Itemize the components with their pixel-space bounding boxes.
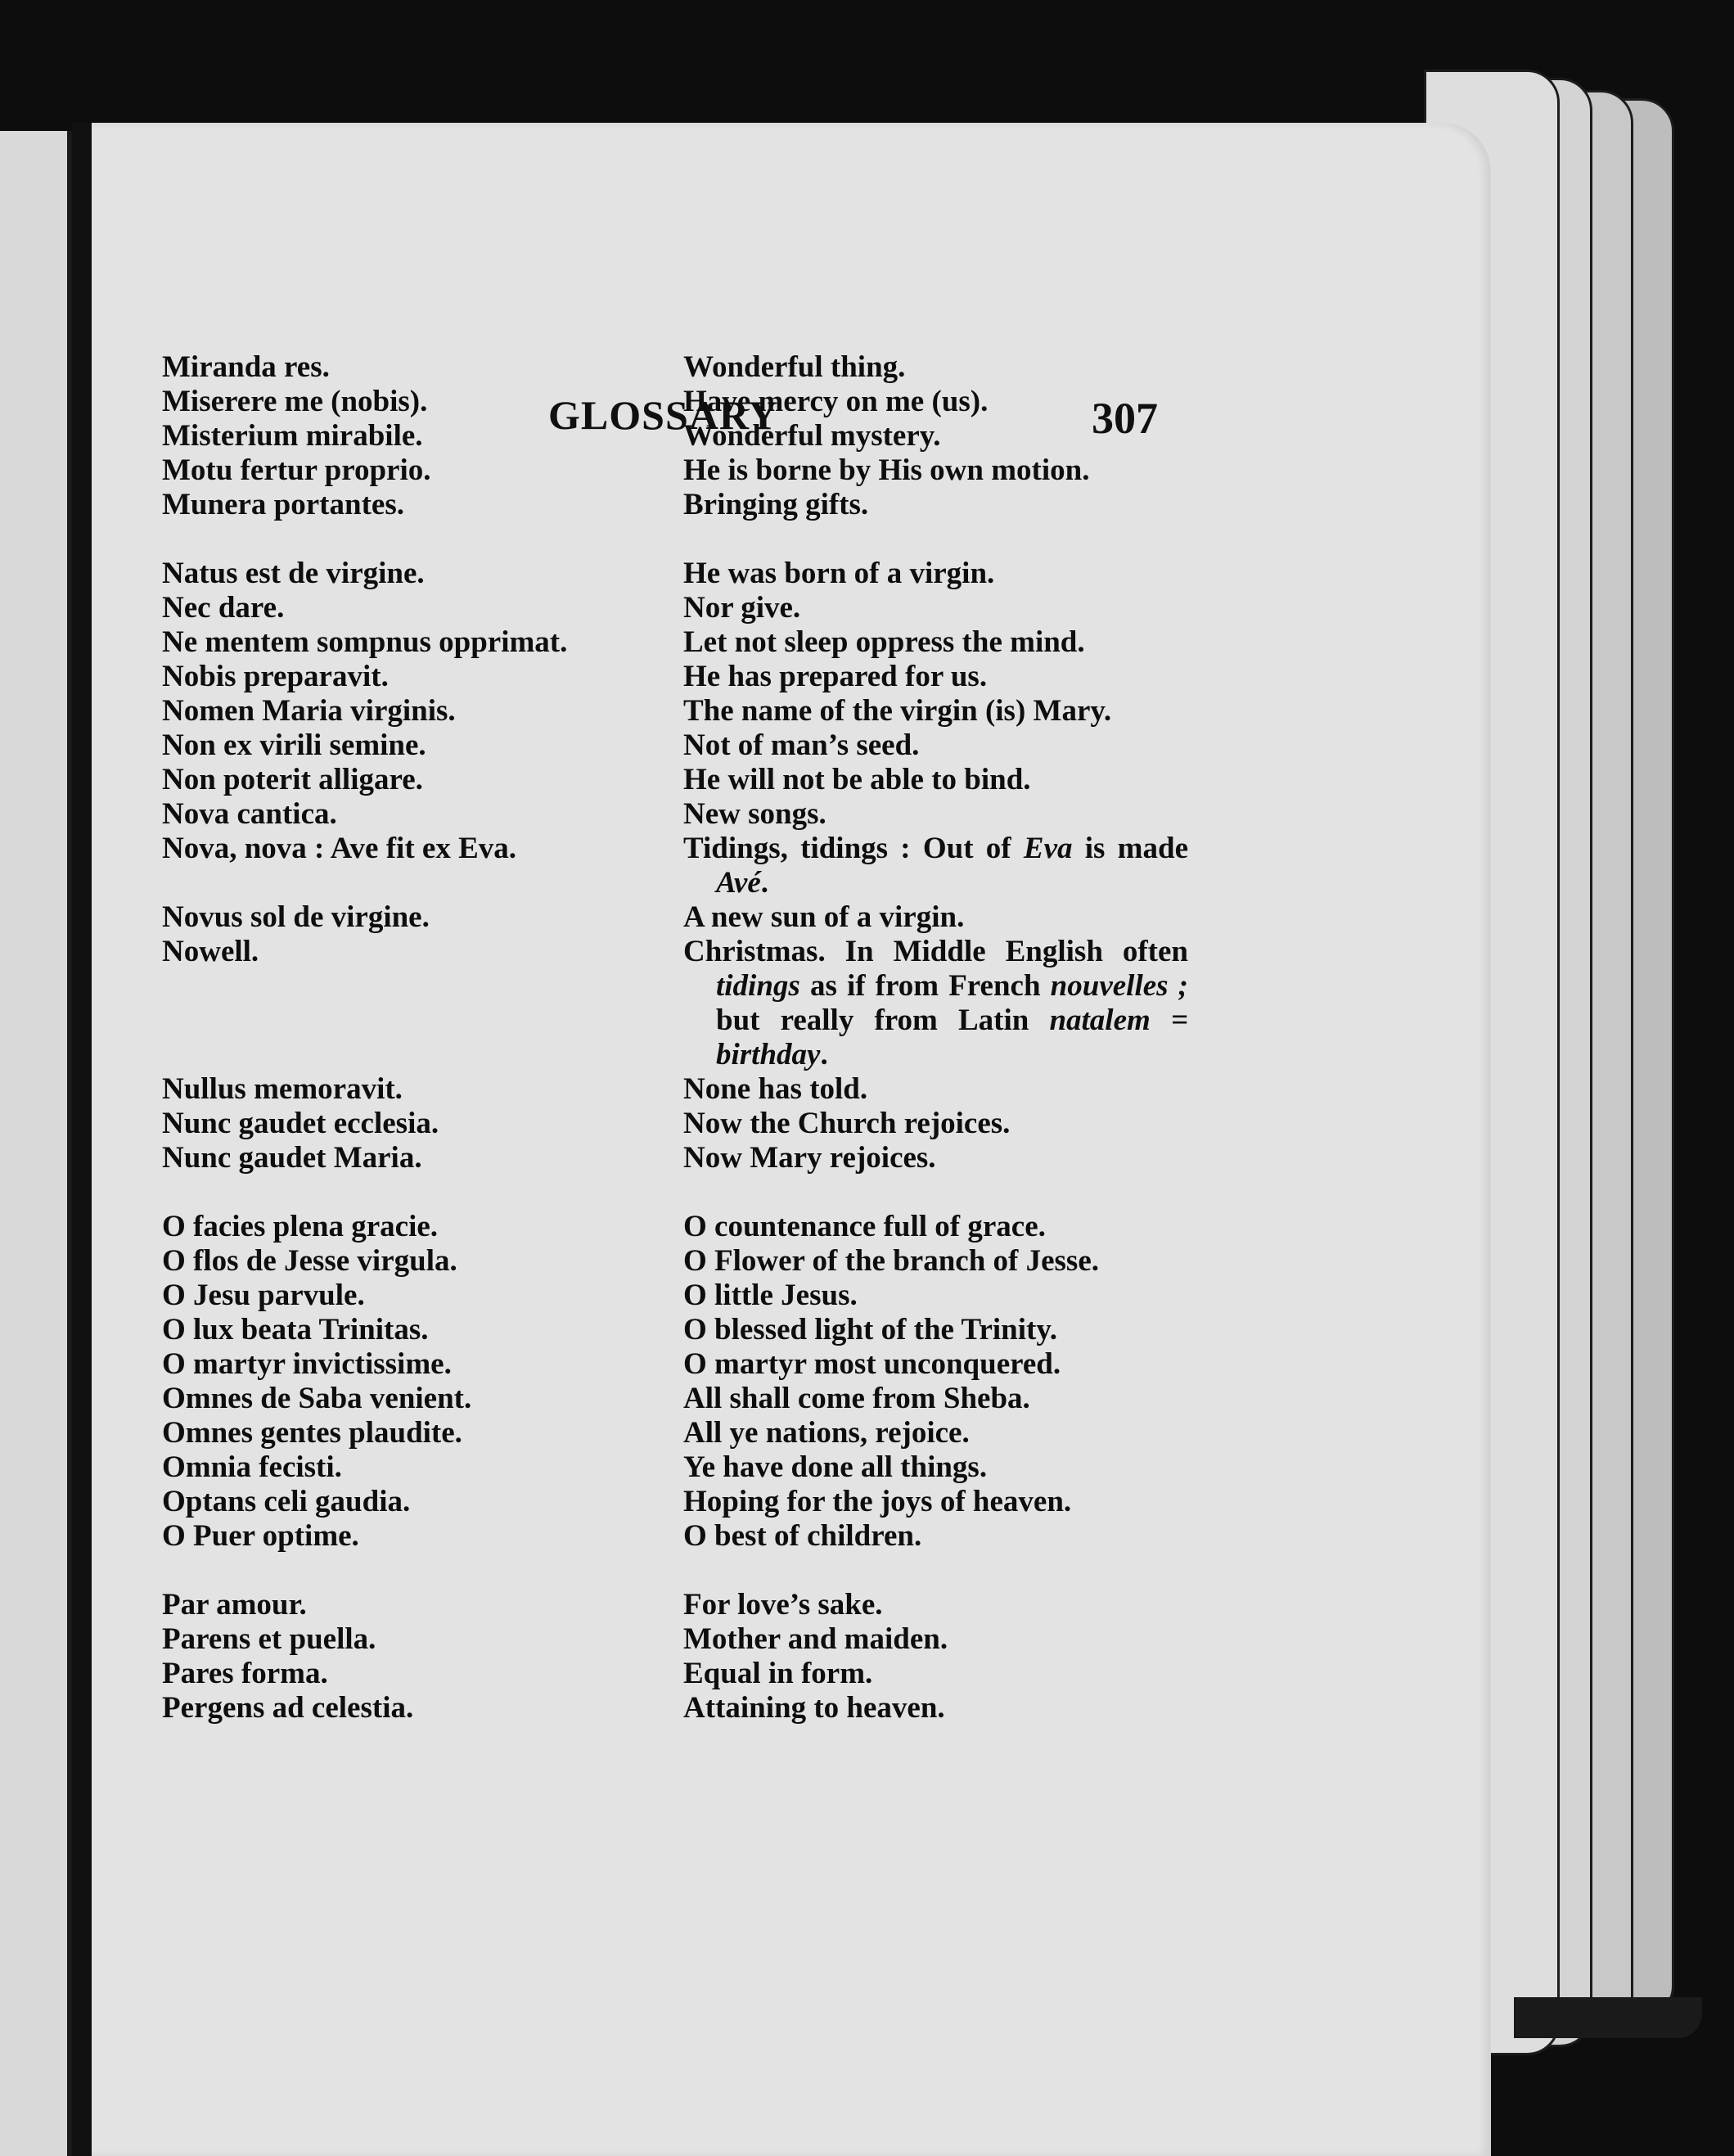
glossary-entry — [162, 1141, 1267, 1175]
gloss-italic: Avé — [716, 866, 761, 900]
left-page-edge — [0, 131, 72, 2156]
latin-term: Misterium mirabile. — [162, 419, 423, 453]
gloss-italic: Eva — [1023, 832, 1073, 865]
gloss-italic: natalem = birthday — [716, 1004, 1188, 1071]
latin-term: Non poterit alligare. — [162, 763, 423, 796]
english-gloss: O best of children. — [683, 1519, 922, 1553]
english-gloss: The name of the virgin (is) Mary. — [683, 694, 1112, 728]
english-gloss: Let not sleep oppress the mind. — [683, 625, 1085, 659]
book-page — [92, 123, 1491, 2156]
glossary-entry — [162, 385, 1267, 419]
glossary-entry — [162, 728, 1267, 763]
gloss-text: Christmas. In Middle English often — [683, 935, 1188, 968]
english-gloss: Equal in form. — [683, 1657, 873, 1690]
english-gloss — [683, 935, 1188, 1072]
glossary-entry — [162, 1691, 1267, 1725]
english-gloss: Have mercy on me (us). — [683, 385, 989, 418]
section-gap — [162, 1175, 1267, 1210]
latin-term: Nec dare. — [162, 591, 285, 625]
latin-term: Nowell. — [162, 935, 259, 968]
english-gloss: A new sun of a virgin. — [683, 900, 965, 934]
glossary-entry — [162, 797, 1267, 832]
latin-term: Omnia fecisti. — [162, 1450, 342, 1484]
latin-term: Optans celi gaudia. — [162, 1485, 411, 1518]
gloss-text: is made — [1072, 832, 1188, 865]
english-gloss: He will not be able to bind. — [683, 763, 1031, 796]
english-gloss: He has prepared for us. — [683, 660, 988, 693]
glossary-entry — [162, 591, 1267, 625]
english-gloss: O Flower of the branch of Jesse. — [683, 1244, 1099, 1278]
gloss-italic: tidings — [716, 969, 800, 1003]
latin-term: Nova cantica. — [162, 797, 337, 831]
glossary-entry — [162, 1279, 1267, 1313]
english-gloss: Bringing gifts. — [683, 488, 869, 521]
glossary-entry — [162, 1485, 1267, 1519]
latin-term: Par amour. — [162, 1588, 307, 1622]
latin-term: Pares forma. — [162, 1657, 328, 1690]
english-gloss: Ye have done all things. — [683, 1450, 988, 1484]
latin-term: Nova, nova : Ave fit ex Eva. — [162, 832, 516, 865]
english-gloss: None has told. — [683, 1072, 868, 1106]
english-gloss: New songs. — [683, 797, 826, 831]
glossary-entry — [162, 453, 1267, 488]
english-gloss: He is borne by His own motion. — [683, 453, 1090, 487]
glossary-entry — [162, 1210, 1267, 1244]
english-gloss: For love’s sake. — [683, 1588, 883, 1622]
glossary-entry — [162, 1382, 1267, 1416]
english-gloss: O martyr most unconquered. — [683, 1347, 1061, 1381]
glossary-entry — [162, 1416, 1267, 1450]
english-gloss: Nor give. — [683, 591, 801, 625]
english-gloss: O countenance full of grace. — [683, 1210, 1046, 1243]
english-gloss: Wonderful mystery. — [683, 419, 941, 453]
glossary-entry — [162, 1657, 1267, 1691]
latin-term: Nomen Maria virginis. — [162, 694, 456, 728]
glossary-entry — [162, 1244, 1267, 1279]
latin-term: Ne mentem sompnus opprimat. — [162, 625, 568, 659]
latin-term: Munera portantes. — [162, 488, 404, 521]
latin-term: Omnes de Saba venient. — [162, 1382, 472, 1415]
glossary-entry — [162, 1072, 1267, 1107]
latin-term: Miranda res. — [162, 350, 330, 384]
latin-term: Nunc gaudet Maria. — [162, 1141, 422, 1175]
glossary-entry — [162, 1347, 1267, 1382]
glossary-entry — [162, 832, 1267, 900]
glossary-entry — [162, 935, 1267, 1072]
glossary-entry — [162, 1519, 1267, 1554]
english-gloss: All ye nations, rejoice. — [683, 1416, 970, 1450]
latin-term: Omnes gentes plaudite. — [162, 1416, 462, 1450]
latin-term: Non ex virili semine. — [162, 728, 426, 762]
glossary-entry — [162, 694, 1267, 728]
english-gloss: Attaining to heaven. — [683, 1691, 945, 1725]
glossary-entry — [162, 1588, 1267, 1622]
glossary-entry — [162, 625, 1267, 660]
glossary-entry — [162, 488, 1267, 522]
gloss-text: as if from French — [799, 969, 1051, 1003]
latin-term: O lux beata Trinitas. — [162, 1313, 429, 1346]
glossary-entry — [162, 660, 1267, 694]
glossary-entries — [162, 350, 1267, 1725]
latin-term: Pergens ad celestia. — [162, 1691, 414, 1725]
gloss-text: but really from Latin — [716, 1004, 1050, 1037]
page-number: 307 — [1092, 394, 1158, 443]
latin-term: Novus sol de virgine. — [162, 900, 430, 934]
glossary-entry — [162, 419, 1267, 453]
glossary-entry — [162, 763, 1267, 797]
glossary-entry — [162, 1107, 1267, 1141]
glossary-entry — [162, 1450, 1267, 1485]
latin-term: O Puer optime. — [162, 1519, 359, 1553]
gloss-italic: nouvelles ; — [1050, 969, 1188, 1003]
glossary-entry — [162, 1313, 1267, 1347]
english-gloss: Hoping for the joys of heaven. — [683, 1485, 1072, 1518]
latin-term: Nullus memoravit. — [162, 1072, 403, 1106]
latin-term: O martyr invictissime. — [162, 1347, 452, 1381]
glossary-entry — [162, 557, 1267, 591]
english-gloss: Mother and maiden. — [683, 1622, 948, 1656]
latin-term: O facies plena gracie. — [162, 1210, 439, 1243]
english-gloss: Wonderful thing. — [683, 350, 906, 384]
english-gloss: He was born of a virgin. — [683, 557, 995, 590]
latin-term: Motu fertur proprio. — [162, 453, 431, 487]
latin-term: Miserere me (nobis). — [162, 385, 428, 418]
glossary-entry — [162, 900, 1267, 935]
english-gloss — [683, 832, 1188, 900]
section-gap — [162, 1554, 1267, 1588]
glossary-entry — [162, 1622, 1267, 1657]
cover-edge — [1514, 1997, 1702, 2038]
latin-term: Nobis preparavit. — [162, 660, 389, 693]
gloss-text: . — [820, 1038, 828, 1071]
gloss-text: . — [760, 866, 769, 900]
latin-term: O Jesu parvule. — [162, 1279, 365, 1312]
latin-term: Parens et puella. — [162, 1622, 376, 1656]
english-gloss: Now the Church rejoices. — [683, 1107, 1011, 1140]
gloss-text: Tidings, tidings : Out of — [683, 832, 1024, 865]
english-gloss: Not of man’s seed. — [683, 728, 920, 762]
latin-term: Nunc gaudet ecclesia. — [162, 1107, 439, 1140]
running-title: GLOSSARY — [548, 392, 779, 438]
latin-term: O flos de Jesse virgula. — [162, 1244, 457, 1278]
latin-term: Natus est de virgine. — [162, 557, 425, 590]
glossary-entry — [162, 350, 1267, 385]
section-gap — [162, 522, 1267, 557]
english-gloss: O blessed light of the Trinity. — [683, 1313, 1058, 1346]
english-gloss: All shall come from Sheba. — [683, 1382, 1030, 1415]
english-gloss: Now Mary rejoices. — [683, 1141, 936, 1175]
english-gloss: O little Jesus. — [683, 1279, 858, 1312]
